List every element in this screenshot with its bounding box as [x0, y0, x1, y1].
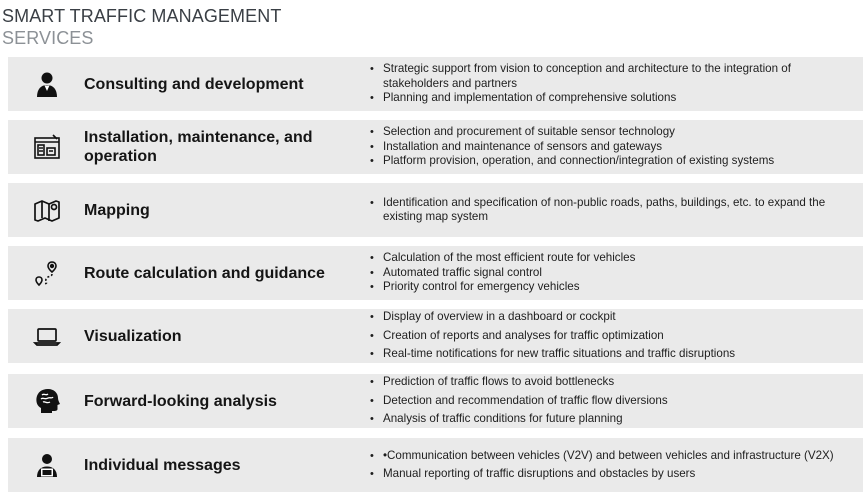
service-row-individual-messages	[8, 438, 863, 492]
bullet-item: • Analysis of traffic conditions for future planning	[370, 412, 850, 427]
service-bullets	[370, 374, 850, 428]
bullet-item: • Planning and implementation of comprehensive solutions	[370, 91, 850, 106]
service-title: Consulting and development	[84, 75, 304, 93]
page-header	[2, 5, 281, 49]
page-title: SMART TRAFFIC MANAGEMENT	[2, 6, 282, 26]
person-icon	[30, 67, 64, 101]
bullet-item: • Calculation of the most efficient route for vehicles	[370, 251, 850, 266]
bullet-item: • Manual reporting of traffic disruptions and obstacles by users	[370, 467, 850, 482]
service-row-visualization	[8, 309, 863, 363]
service-bullets	[370, 438, 850, 492]
service-row-mapping	[8, 183, 863, 237]
bullet-item: • Strategic support from vision to conception and architecture to the integration of stakeholders and partners	[370, 62, 850, 91]
service-bullets	[370, 183, 850, 237]
bullet-item: • Detection and recommendation of traffic flow diversions	[370, 394, 850, 409]
bullet-item: • Creation of reports and analyses for traffic optimization	[370, 329, 850, 344]
page-subtitle: SERVICES	[2, 28, 94, 48]
bullet-item: • Selection and procurement of suitable sensor technology	[370, 125, 850, 140]
bullet-item: • •Communication between vehicles (V2V) and between vehicles and infrastructure (V2X)	[370, 449, 850, 464]
laptop-icon	[30, 319, 64, 353]
service-title: Mapping	[84, 201, 150, 219]
service-title: Visualization	[84, 327, 182, 345]
map-icon	[30, 193, 64, 227]
service-bullets	[370, 57, 850, 111]
service-bullets	[370, 246, 850, 300]
bullet-item: • Prediction of traffic flows to avoid bottlenecks	[370, 375, 850, 390]
bullet-item: • Real-time notifications for new traffic situations and traffic disruptions	[370, 347, 850, 362]
route-icon	[30, 256, 64, 290]
bullet-item: • Platform provision, operation, and connection/integration of existing systems	[370, 154, 850, 169]
service-row-consulting	[8, 57, 863, 111]
bullet-item: • Installation and maintenance of sensors and gateways	[370, 140, 850, 155]
service-row-forward-looking	[8, 374, 863, 428]
service-title: Forward-looking analysis	[84, 392, 277, 410]
bullet-item: • Identification and specification of non-public roads, paths, buildings, etc. to expand the existing map system	[370, 196, 850, 225]
service-title: Route calculation and guidance	[84, 264, 325, 282]
user-laptop-icon	[30, 448, 64, 482]
brain-head-icon	[30, 384, 64, 418]
service-bullets	[370, 309, 850, 363]
bullet-item: • Display of overview in a dashboard or cockpit	[370, 310, 850, 325]
bullet-item: • Priority control for emergency vehicles	[370, 280, 850, 295]
bullet-item: • Automated traffic signal control	[370, 266, 850, 281]
service-row-installation	[8, 120, 863, 174]
service-title: Installation, maintenance, and operation	[84, 129, 313, 165]
service-bullets	[370, 120, 850, 174]
service-row-route	[8, 246, 863, 300]
city-blueprint-icon	[30, 130, 64, 164]
service-title: Individual messages	[84, 456, 241, 474]
